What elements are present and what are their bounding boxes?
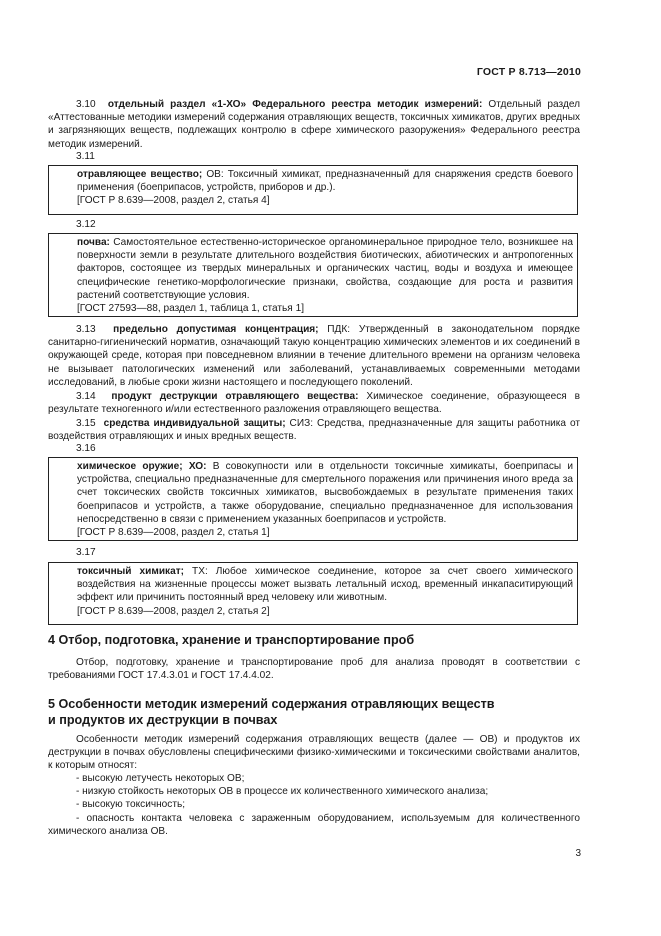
term-number: 3.13 [76,324,96,335]
term-title: химическое оружие; [77,461,183,472]
term-number: 3.10 [76,99,96,110]
term-definition: Самостоятельное естественно-историческое органоминеральное природное тело, возникшее на поверхности земли в результате длительного воздействия биотических, абиотических и антропогенных факторов, состоящее из твердых минеральных и органических частиц, воды и воздуха и имеющее специфические генетико-морфологические признаки, свойства, создающие для роста и развития растений соответствующие условия. [77,237,573,301]
term-title: продукт деструкции отравляющего вещества: [111,391,359,402]
section-4-heading: 4 Отбор, подготовка, хранение и транспортирование проб [48,633,415,647]
list-item: - опасность контакта человека с зараженным оборудованием, используемым для количественного химического анализа ОВ. [48,813,580,838]
term-reference: [ГОСТ Р 8.639—2008, раздел 2, статья 1] [77,527,270,539]
term-3-16-box [48,457,578,541]
document-header: ГОСТ Р 8.713—2010 [476,66,581,78]
term-number: 3.15 [76,418,96,429]
term-3-14 [48,390,580,416]
term-number: 3.16 [76,443,96,454]
term-3-11-box [48,165,578,215]
term-title: средства индивидуальной защиты; [103,418,286,429]
term-definition: В совокупности или в отдельности токсичные химикаты, боеприпасы и устройства, специально предназначенные для смертельного поражения или причинения иного вреда за счет токсических свойств токсичных химикатов, высвобождаемых в результате применения таких боеприпасов и устройств, а также оборудование, специально предназначенное для использования непосредственно в связи с применением указанных боеприпасов и устройств. [77,461,573,525]
section-5-heading-line-2: и продуктов их деструкции в почвах [48,713,278,727]
list-item: - низкую стойкость некоторых ОВ в процессе их количественного химического анализа; [76,786,489,798]
term-abbreviation: ХО: [182,461,207,472]
term-reference: [ГОСТ Р 8.639—2008, раздел 2, статья 2] [77,605,270,617]
term-3-17-box [48,562,578,625]
term-title: отдельный раздел «1-ХО» Федерального реестра методик измерений: [107,99,483,110]
section-5-text: Особенности методик измерений содержания отравляющих веществ (далее — ОВ) и продуктов их деструкции в почвах обусловлены специфическими физико-химическими и токсическими свойствами аналитов, к которым относят: [48,734,580,772]
term-3-10 [48,98,580,151]
term-definition: СИЗ: Средства, предназначенные для защиты работника от воздействия отравляющих и иных вредных веществ. [48,418,581,443]
term-definition: ПДК: Утвержденный в законодательном порядке санитарно-гигиенический норматив, означающий такую концентрацию химических элементов и их соединений в окружающей среде, которая при повседневном влиянии в течение длительного времени на организм человека не вызывает патологических изменений или заболеваний, устанавливаемых современными методами исследований, в любые сроки жизни настоящего и последующего поколений. [48,324,581,388]
term-title: предельно допустимая концентрация; [113,324,319,335]
term-reference: [ГОСТ Р 8.639—2008, раздел 2, статья 4] [77,195,270,207]
term-definition: Отдельный раздел «Аттестованные методики измерений содержания отравляющих веществ, токсичных химикатов, других вредных и загрязняющих веществ, подлежащих контролю в сфере химического разоружения» Федерального реестра методик измерений. [48,99,580,150]
term-definition: ОВ: Токсичный химикат, предназначенный для снаряжения средств боевого применения (боеприпасов, устройств, приборов и др.). [77,169,573,194]
term-number: 3.11 [76,151,95,162]
term-title: почва: [77,237,110,248]
page-number: 3 [575,848,581,859]
term-number: 3.12 [76,219,96,230]
term-3-12-box [48,233,578,317]
term-3-15 [48,417,580,443]
section-5-heading-line-1: 5 Особенности методик измерений содержания отравляющих веществ [48,697,495,711]
section-4-text: Отбор, подготовку, хранение и транспортирование проб для анализа проводят в соответствии с требованиями ГОСТ 17.4.3.01 и ГОСТ 17.4.4.02. [48,657,580,682]
term-title: токсичный химикат; [77,566,185,577]
feature-list [76,772,582,812]
term-definition: ТХ: Любое химическое соединение, которое за счет своего химического воздействия на жизненные процессы может вызвать летальный исход, временный инкапаситирующий эффект или причинить постоянный вред человеку или животным. [77,566,574,604]
term-number: 3.17 [76,547,96,558]
section-5-heading [48,696,588,728]
list-item: - высокую летучесть некоторых ОВ; [76,773,245,784]
term-3-13 [48,323,580,389]
term-number: 3.14 [76,391,96,402]
list-item: - высокую токсичность; [76,799,186,811]
term-title: отравляющее вещество; [77,169,203,180]
term-definition: Химическое соединение, образующееся в результате техногенного и/или естественного разложения отравляющего вещества. [48,391,581,416]
term-reference: [ГОСТ 27593—88, раздел 1, таблица 1, статья 1] [77,303,304,315]
